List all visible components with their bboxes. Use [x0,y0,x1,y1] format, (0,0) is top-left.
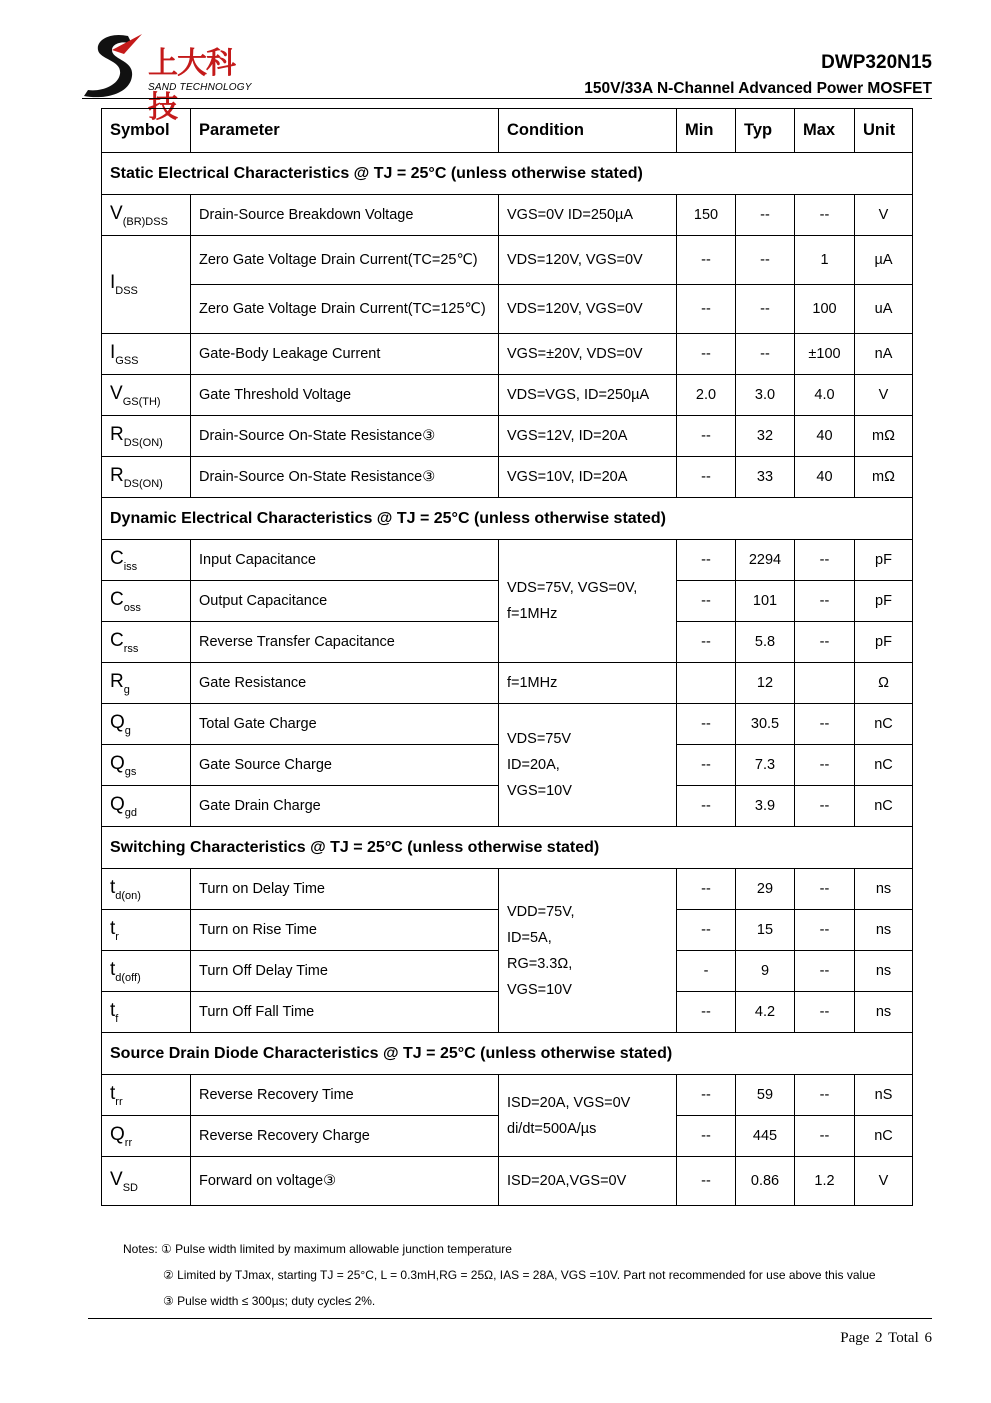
logo-english-text: SAND TECHNOLOGY [148,82,252,93]
header-symbol: Symbol [102,109,191,153]
symbol-cell [102,786,191,827]
typ-cell: 29 [736,869,795,910]
page-number: Page 2 Total 6 [840,1330,932,1346]
condition-line: VDD=75V, [507,903,575,920]
typ-cell: 9 [736,951,795,992]
symbol-main: t [110,958,116,980]
max-cell: -- [795,195,855,236]
section-diode [102,1033,913,1075]
min-cell: 2.0 [677,375,736,416]
symbol-main: Q [110,1123,125,1145]
symbol-cell [102,334,191,375]
max-cell: -- [795,869,855,910]
parameter-cell: Drain-Source Breakdown Voltage [191,195,499,236]
table-row [102,236,913,285]
max-cell: 1 [795,236,855,285]
table-row [102,285,913,334]
typ-cell: -- [736,334,795,375]
unit-cell: Ω [855,663,913,704]
symbol-sub: GSS [115,354,139,367]
unit-cell: V [855,195,913,236]
typ-cell: 59 [736,1075,795,1116]
unit-cell: pF [855,581,913,622]
document-subtitle: 150V/33A N-Channel Advanced Power MOSFET [584,80,932,97]
symbol-sub: d(on) [115,889,141,902]
page-header [82,30,932,125]
table-row [102,457,913,498]
min-cell: -- [677,704,736,745]
table-row [102,663,913,704]
symbol-sub: rr [124,1136,133,1149]
symbol-sub: r [115,930,119,943]
unit-cell: uA [855,285,913,334]
symbol-cell [102,910,191,951]
min-cell: -- [677,236,736,285]
footer-divider [88,1318,932,1319]
unit-cell: mΩ [855,416,913,457]
typ-cell: -- [736,195,795,236]
symbol-cell [102,195,191,236]
unit-cell: nC [855,1116,913,1157]
typ-cell: 445 [736,1116,795,1157]
parameter-cell: Turn Off Fall Time [191,992,499,1033]
unit-cell: V [855,1157,913,1206]
parameter-cell: Forward on voltage③ [191,1157,499,1206]
min-cell: -- [677,622,736,663]
note-item: ③ Pulse width ≤ 300µs; duty cycle≤ 2%. [163,1294,376,1308]
symbol-main: V [110,382,123,404]
symbol-cell [102,457,191,498]
condition-cell: VDS=VGS, ID=250µA [499,375,677,416]
condition-cell-merged [499,1075,677,1157]
unit-cell: ns [855,992,913,1033]
typ-cell: 4.2 [736,992,795,1033]
parameter-cell: Zero Gate Voltage Drain Current(TC=25℃) [191,236,499,285]
symbol-sub: g [123,683,130,696]
parameter-cell: Output Capacitance [191,581,499,622]
table-row [102,195,913,236]
symbol-main: C [110,629,124,651]
max-cell: 40 [795,457,855,498]
parameter-cell: Turn on Delay Time [191,869,499,910]
unit-cell: nC [855,704,913,745]
min-cell: -- [677,285,736,334]
table-row [102,416,913,457]
min-cell: -- [677,1075,736,1116]
condition-cell-merged [499,540,677,663]
symbol-cell [102,1075,191,1116]
symbol-main: C [110,547,124,569]
symbol-cell [102,236,191,334]
symbol-sub: oss [123,601,141,614]
notes-block [123,1236,876,1314]
max-cell: -- [795,786,855,827]
symbol-main: t [110,999,116,1021]
condition-cell-merged [499,704,677,827]
typ-cell: -- [736,285,795,334]
unit-cell: pF [855,622,913,663]
condition-line: VGS=10V [507,981,572,998]
header-typ: Typ [736,109,795,153]
section-title: Static Electrical Characteristics @ TJ = 25°C (unless otherwise stated) [102,153,913,195]
min-cell: -- [677,457,736,498]
parameter-cell: Zero Gate Voltage Drain Current(TC=125℃) [191,285,499,334]
symbol-sub: DS(ON) [123,436,163,449]
symbol-sub: rss [123,642,139,655]
condition-line: ID=20A, [507,757,560,773]
parameter-cell: Gate Source Charge [191,745,499,786]
typ-cell: 101 [736,581,795,622]
min-cell: -- [677,869,736,910]
table-row [102,869,913,910]
condition-line: f=1MHz [507,606,558,622]
max-cell: 1.2 [795,1157,855,1206]
electrical-characteristics-table [101,108,913,1206]
condition-cell: VGS=12V, ID=20A [499,416,677,457]
symbol-cell [102,581,191,622]
symbol-sub: g [124,724,131,737]
min-cell: -- [677,1116,736,1157]
note-item: Notes: ① Pulse width limited by maximum allowable junction temperature [123,1242,512,1256]
header-unit: Unit [855,109,913,153]
symbol-cell [102,1116,191,1157]
max-cell: -- [795,745,855,786]
symbol-main: V [110,1168,123,1190]
condition-cell: VGS=0V ID=250µA [499,195,677,236]
parameter-cell: Reverse Recovery Time [191,1075,499,1116]
typ-cell: 33 [736,457,795,498]
max-cell: 40 [795,416,855,457]
symbol-sub: rr [115,1095,123,1108]
symbol-main: t [110,1082,116,1104]
table-header-row [102,109,913,153]
symbol-main: Q [110,793,125,815]
min-cell: -- [677,334,736,375]
symbol-main: I [110,341,116,363]
header-parameter: Parameter [191,109,499,153]
symbol-main: R [110,464,124,486]
symbol-sub: DS(ON) [123,477,163,490]
symbol-cell [102,869,191,910]
sand-logo-icon [82,30,152,100]
parameter-cell: Gate-Body Leakage Current [191,334,499,375]
unit-cell: ns [855,910,913,951]
symbol-sub: (BR)DSS [122,215,168,228]
note-item: ② Limited by TJmax, starting TJ = 25°C, L = 0.3mH,RG = 25Ω, IAS = 28A, VGS =10V. Part not recommended for use above this value [163,1268,876,1282]
symbol-main: Q [110,711,125,733]
header-condition: Condition [499,109,677,153]
symbol-cell [102,622,191,663]
max-cell: 4.0 [795,375,855,416]
symbol-main: t [110,917,116,939]
table-row [102,1157,913,1206]
symbol-main: t [110,876,116,898]
parameter-cell: Turn Off Delay Time [191,951,499,992]
max-cell: 100 [795,285,855,334]
typ-cell: 3.0 [736,375,795,416]
parameter-cell: Turn on Rise Time [191,910,499,951]
min-cell: 150 [677,195,736,236]
symbol-main: Q [110,752,125,774]
min-cell: -- [677,416,736,457]
typ-cell: 0.86 [736,1157,795,1206]
company-logo [82,30,262,125]
section-title: Source Drain Diode Characteristics @ TJ = 25°C (unless otherwise stated) [102,1033,913,1075]
max-cell: -- [795,622,855,663]
max-cell: ±100 [795,334,855,375]
condition-line: VDS=75V [507,731,572,747]
symbol-cell [102,745,191,786]
typ-cell: 32 [736,416,795,457]
parameter-cell: Input Capacitance [191,540,499,581]
symbol-sub: GS(TH) [122,395,161,408]
symbol-main: V [110,202,123,224]
section-title: Switching Characteristics @ TJ = 25°C (unless otherwise stated) [102,827,913,869]
parameter-cell: Reverse Transfer Capacitance [191,622,499,663]
condition-line: VGS=10V [507,783,572,799]
parameter-cell: Total Gate Charge [191,704,499,745]
symbol-main: R [110,423,124,445]
parameter-cell: Drain-Source On-State Resistance③ [191,416,499,457]
typ-cell: 7.3 [736,745,795,786]
typ-cell: 30.5 [736,704,795,745]
max-cell: -- [795,704,855,745]
max-cell: -- [795,992,855,1033]
condition-cell-merged [499,869,677,1033]
unit-cell: nC [855,745,913,786]
min-cell: -- [677,992,736,1033]
symbol-cell [102,992,191,1033]
symbol-cell [102,704,191,745]
parameter-cell: Reverse Recovery Charge [191,1116,499,1157]
condition-line: RG=3.3Ω, [507,955,573,972]
condition-cell: ISD=20A,VGS=0V [499,1157,677,1206]
symbol-sub: gd [124,806,138,819]
max-cell: -- [795,540,855,581]
typ-cell: 12 [736,663,795,704]
table-row [102,375,913,416]
condition-cell: VGS=10V, ID=20A [499,457,677,498]
min-cell: -- [677,745,736,786]
symbol-sub: DSS [115,285,138,297]
parameter-cell: Gate Threshold Voltage [191,375,499,416]
condition-cell: VDS=120V, VGS=0V [499,236,677,285]
part-number: DWP320N15 [821,52,932,73]
min-cell [677,663,736,704]
unit-cell: V [855,375,913,416]
header-divider [82,98,932,99]
symbol-sub: iss [123,560,138,573]
condition-line: di/dt=500A/µs [507,1120,597,1137]
table-row [102,334,913,375]
typ-cell: 15 [736,910,795,951]
table-row [102,540,913,581]
parameter-cell: Gate Resistance [191,663,499,704]
unit-cell: nA [855,334,913,375]
symbol-main: R [110,670,124,692]
table-row [102,704,913,745]
parameter-cell: Gate Drain Charge [191,786,499,827]
unit-cell: nC [855,786,913,827]
max-cell [795,663,855,704]
max-cell: -- [795,951,855,992]
unit-cell: ns [855,869,913,910]
section-dynamic [102,498,913,540]
condition-line: ID=5A, [507,929,552,946]
symbol-sub: d(off) [115,971,141,984]
table-row [102,1075,913,1116]
max-cell: -- [795,910,855,951]
symbol-sub: SD [122,1181,138,1194]
parameter-cell: Drain-Source On-State Resistance③ [191,457,499,498]
unit-cell: µA [855,236,913,285]
section-static [102,153,913,195]
header-min: Min [677,109,736,153]
symbol-cell [102,663,191,704]
max-cell: -- [795,581,855,622]
min-cell: -- [677,786,736,827]
max-cell: -- [795,1116,855,1157]
max-cell: -- [795,1075,855,1116]
typ-cell: 2294 [736,540,795,581]
symbol-sub: gs [124,765,137,778]
typ-cell: 5.8 [736,622,795,663]
unit-cell: ns [855,951,913,992]
unit-cell: pF [855,540,913,581]
section-switching [102,827,913,869]
section-title: Dynamic Electrical Characteristics @ TJ = 25°C (unless otherwise stated) [102,498,913,540]
min-cell: -- [677,910,736,951]
unit-cell: mΩ [855,457,913,498]
unit-cell: nS [855,1075,913,1116]
condition-cell: VDS=120V, VGS=0V [499,285,677,334]
symbol-cell [102,1157,191,1206]
symbol-cell [102,540,191,581]
condition-line: ISD=20A, VGS=0V [507,1094,631,1111]
min-cell: -- [677,540,736,581]
min-cell: -- [677,1157,736,1206]
symbol-main: C [110,588,124,610]
typ-cell: 3.9 [736,786,795,827]
symbol-cell [102,951,191,992]
symbol-sub: f [115,1012,119,1025]
condition-cell: VGS=±20V, VDS=0V [499,334,677,375]
symbol-cell [102,416,191,457]
min-cell: - [677,951,736,992]
condition-line: VDS=75V, VGS=0V, [507,580,638,596]
logo-chinese-text: 上大科技 [148,46,235,125]
typ-cell: -- [736,236,795,285]
min-cell: -- [677,581,736,622]
symbol-main: I [110,272,116,293]
header-max: Max [795,109,855,153]
symbol-cell [102,375,191,416]
condition-cell: f=1MHz [499,663,677,704]
